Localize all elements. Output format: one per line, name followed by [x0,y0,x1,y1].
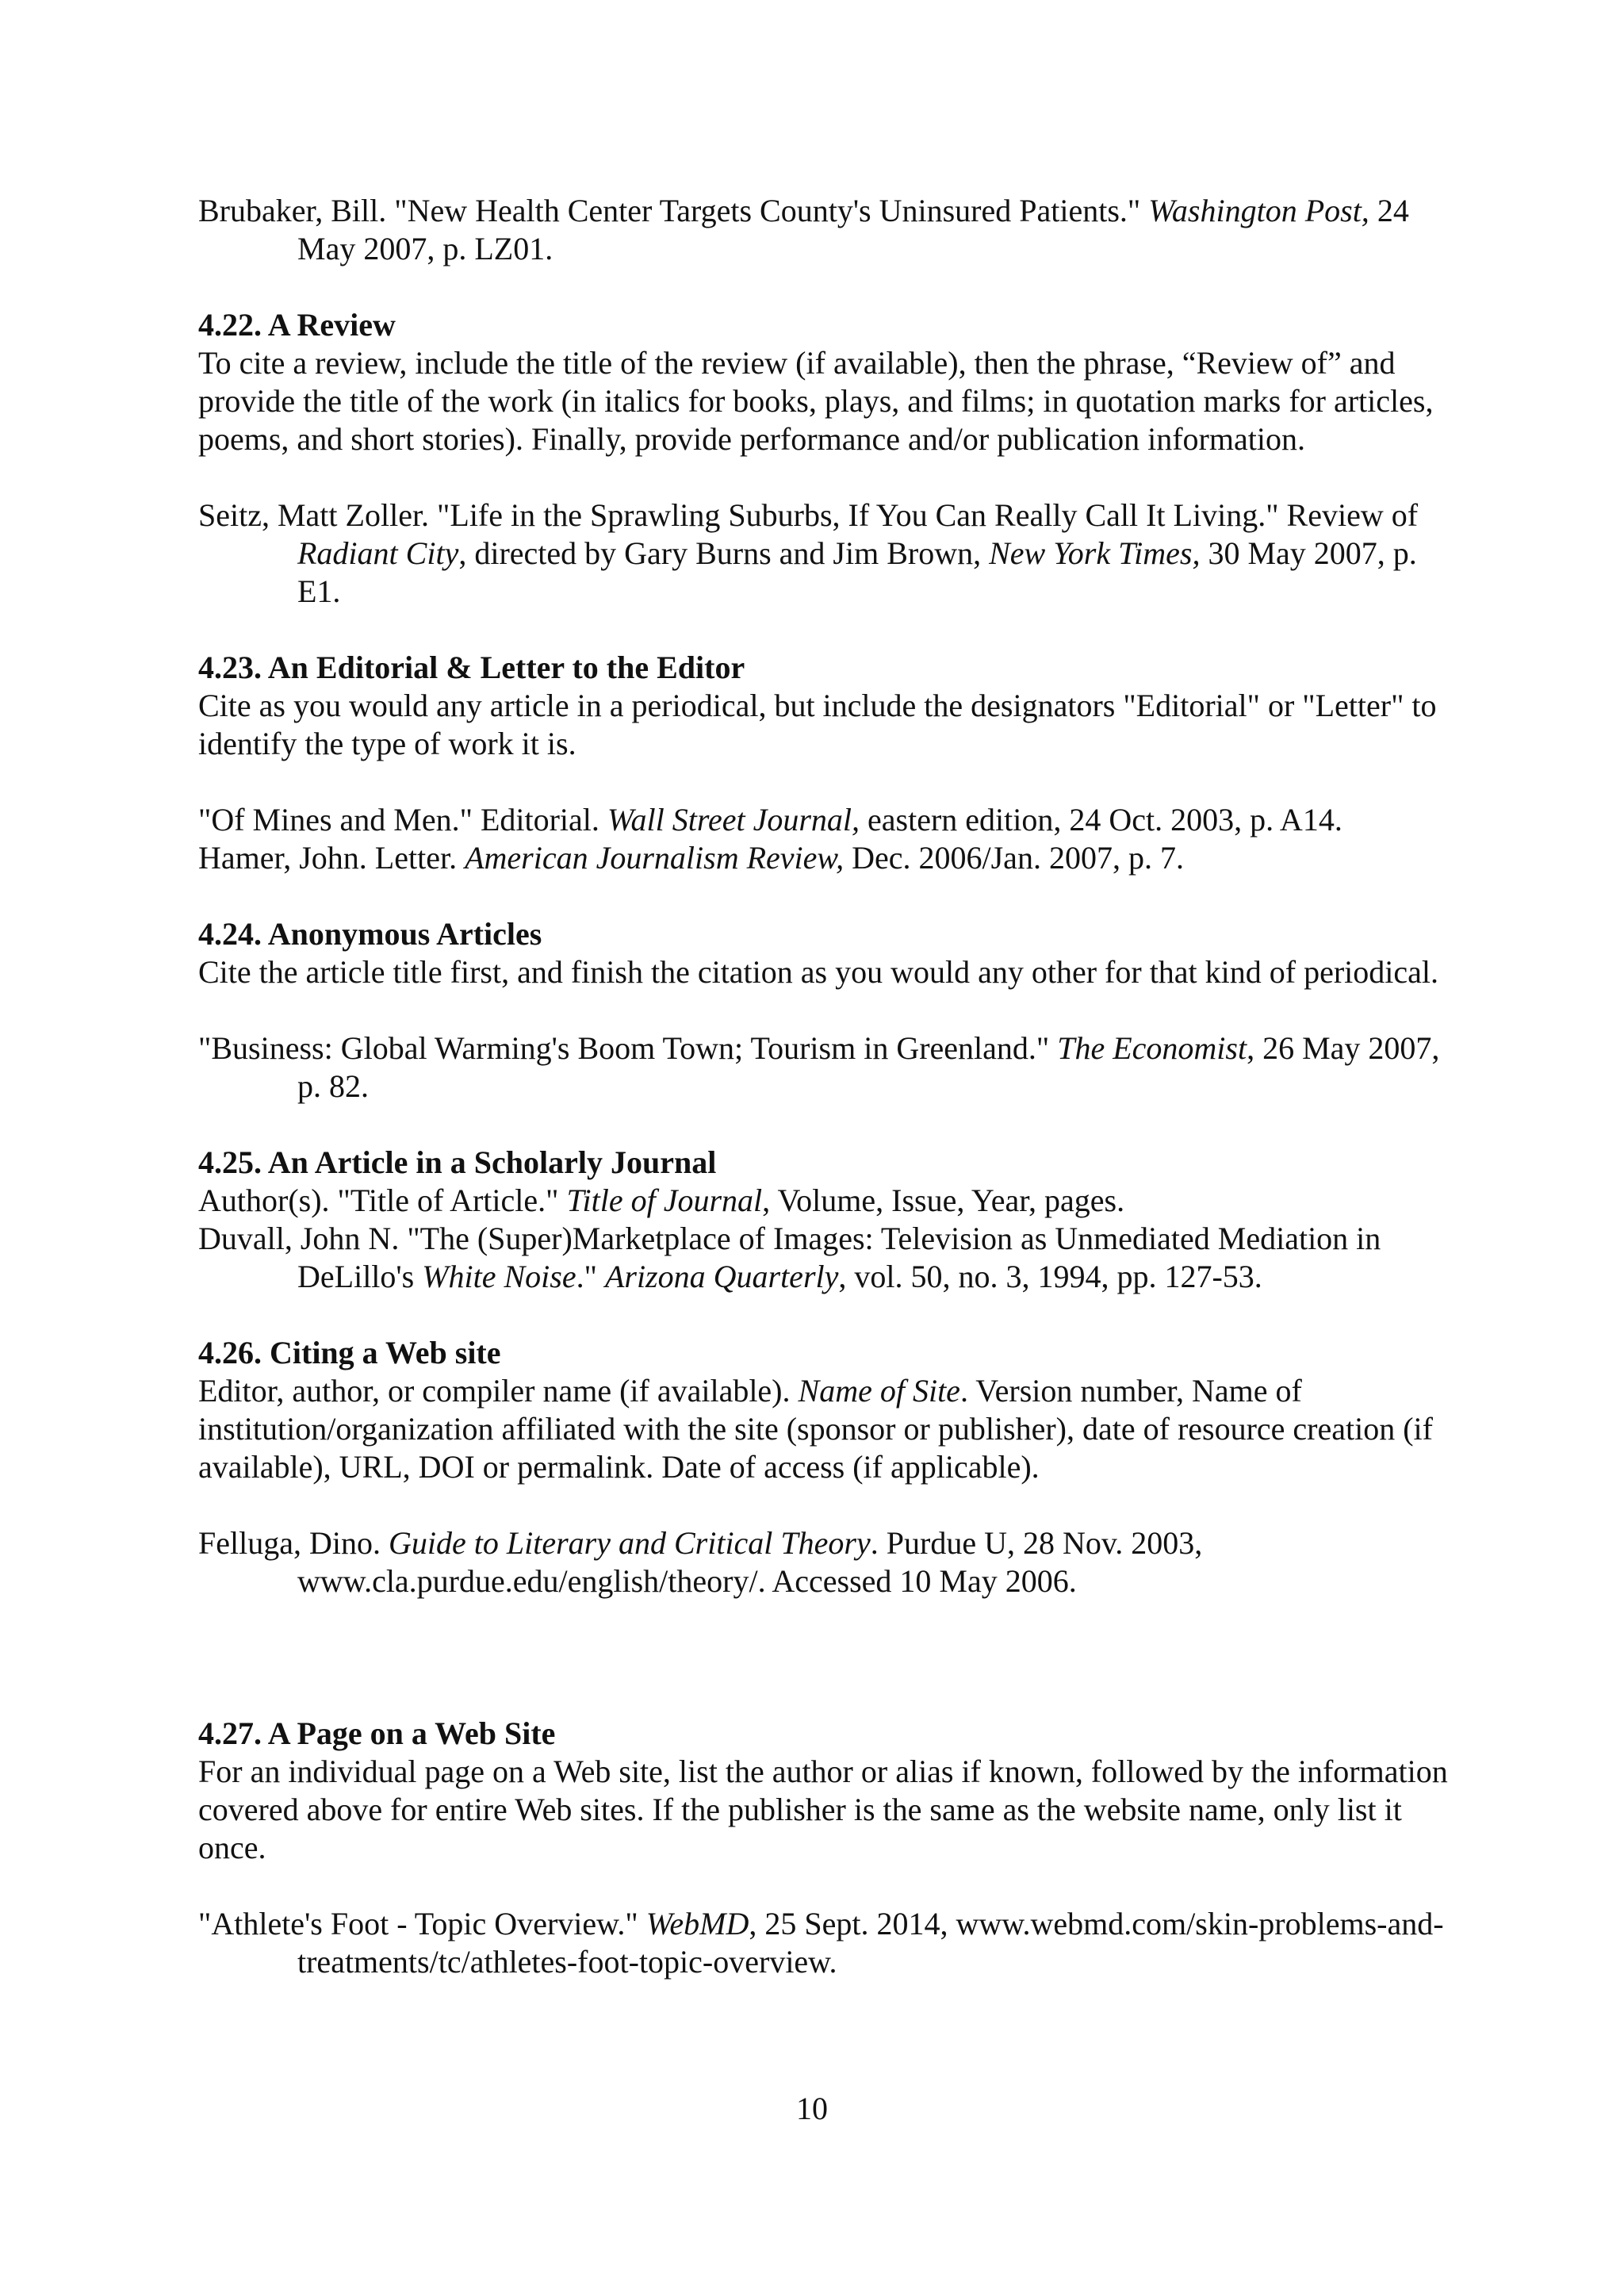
citation-athlete: "Athlete's Foot - Topic Overview." WebMD, 25 Sept. 2014, www.webmd.com/skin-problems-and-treatments/tc/athletes-foot-topic-overview. [198,1906,1444,1980]
citation-brubaker: Brubaker, Bill. "New Health Center Targets County's Uninsured Patients." Washington Post, 24 May 2007, p. LZ01. [198,193,1409,266]
section-body-4-24: Cite the article title first, and finish the citation as you would any other for that kind of periodical. [198,954,1439,990]
citation-mines: "Of Mines and Men." Editorial. Wall Street Journal, eastern edition, 24 Oct. 2003, p. A14. [198,802,1342,838]
citation-felluga: Felluga, Dino. Guide to Literary and Critical Theory. Purdue U, 28 Nov. 2003, www.cla.purdue.edu/english/theory/. Accessed 10 May 2006. [198,1525,1203,1599]
page-number: 10 [796,2091,828,2126]
section-heading-4-27: 4.27. A Page on a Web Site [198,1715,556,1751]
section-format-4-25: Author(s). "Title of Article." Title of Journal, Volume, Issue, Year, pages. [198,1182,1125,1218]
citation-duvall: Duvall, John N. "The (Super)Marketplace of Images: Television as Unmediated Mediation in DeLillo's White Noise." Arizona Quarterly, vol. 50, no. 3, 1994, pp. 127-53. [198,1221,1381,1294]
section-heading-4-24: 4.24. Anonymous Articles [198,916,542,952]
citation-seitz: Seitz, Matt Zoller. "Life in the Sprawling Suburbs, If You Can Really Call It Living." Review of Radiant City, directed by Gary Burns and Jim Brown, New York Times, 30 May 2007, p. E1. [198,497,1419,609]
citation-business: "Business: Global Warming's Boom Town; Tourism in Greenland." The Economist, 26 May 2007, p. 82. [198,1030,1440,1104]
section-heading-4-26: 4.26. Citing a Web site [198,1335,501,1370]
section-body-4-27: For an individual page on a Web site, list the author or alias if known, followed by the information covered above for entire Web sites. If the publisher is the same as the website name, only list it once. [198,1754,1448,1865]
section-body-4-26: Editor, author, or compiler name (if available). Name of Site. Version number, Name of institution/organization affiliated with the site (sponsor or publisher), date of resource creation (if available), URL, DOI or permalink. Date of access (if applicable). [198,1373,1433,1485]
section-heading-4-22: 4.22. A Review [198,307,396,343]
section-body-4-22: To cite a review, include the title of the review (if available), then the phrase, “Review of” and provide the title of the work (in italics for books, plays, and films; in quotation marks for articles, poems, and short stories). Finally, provide performance and/or publication information. [198,345,1434,457]
section-body-4-23: Cite as you would any article in a periodical, but include the designators "Editorial" or "Letter" to identify the type of work it is. [198,688,1437,761]
citation-hamer: Hamer, John. Letter. American Journalism Review, Dec. 2006/Jan. 2007, p. 7. [198,840,1184,876]
section-heading-4-23: 4.23. An Editorial & Letter to the Editor [198,650,745,685]
section-heading-4-25: 4.25. An Article in a Scholarly Journal [198,1144,717,1180]
